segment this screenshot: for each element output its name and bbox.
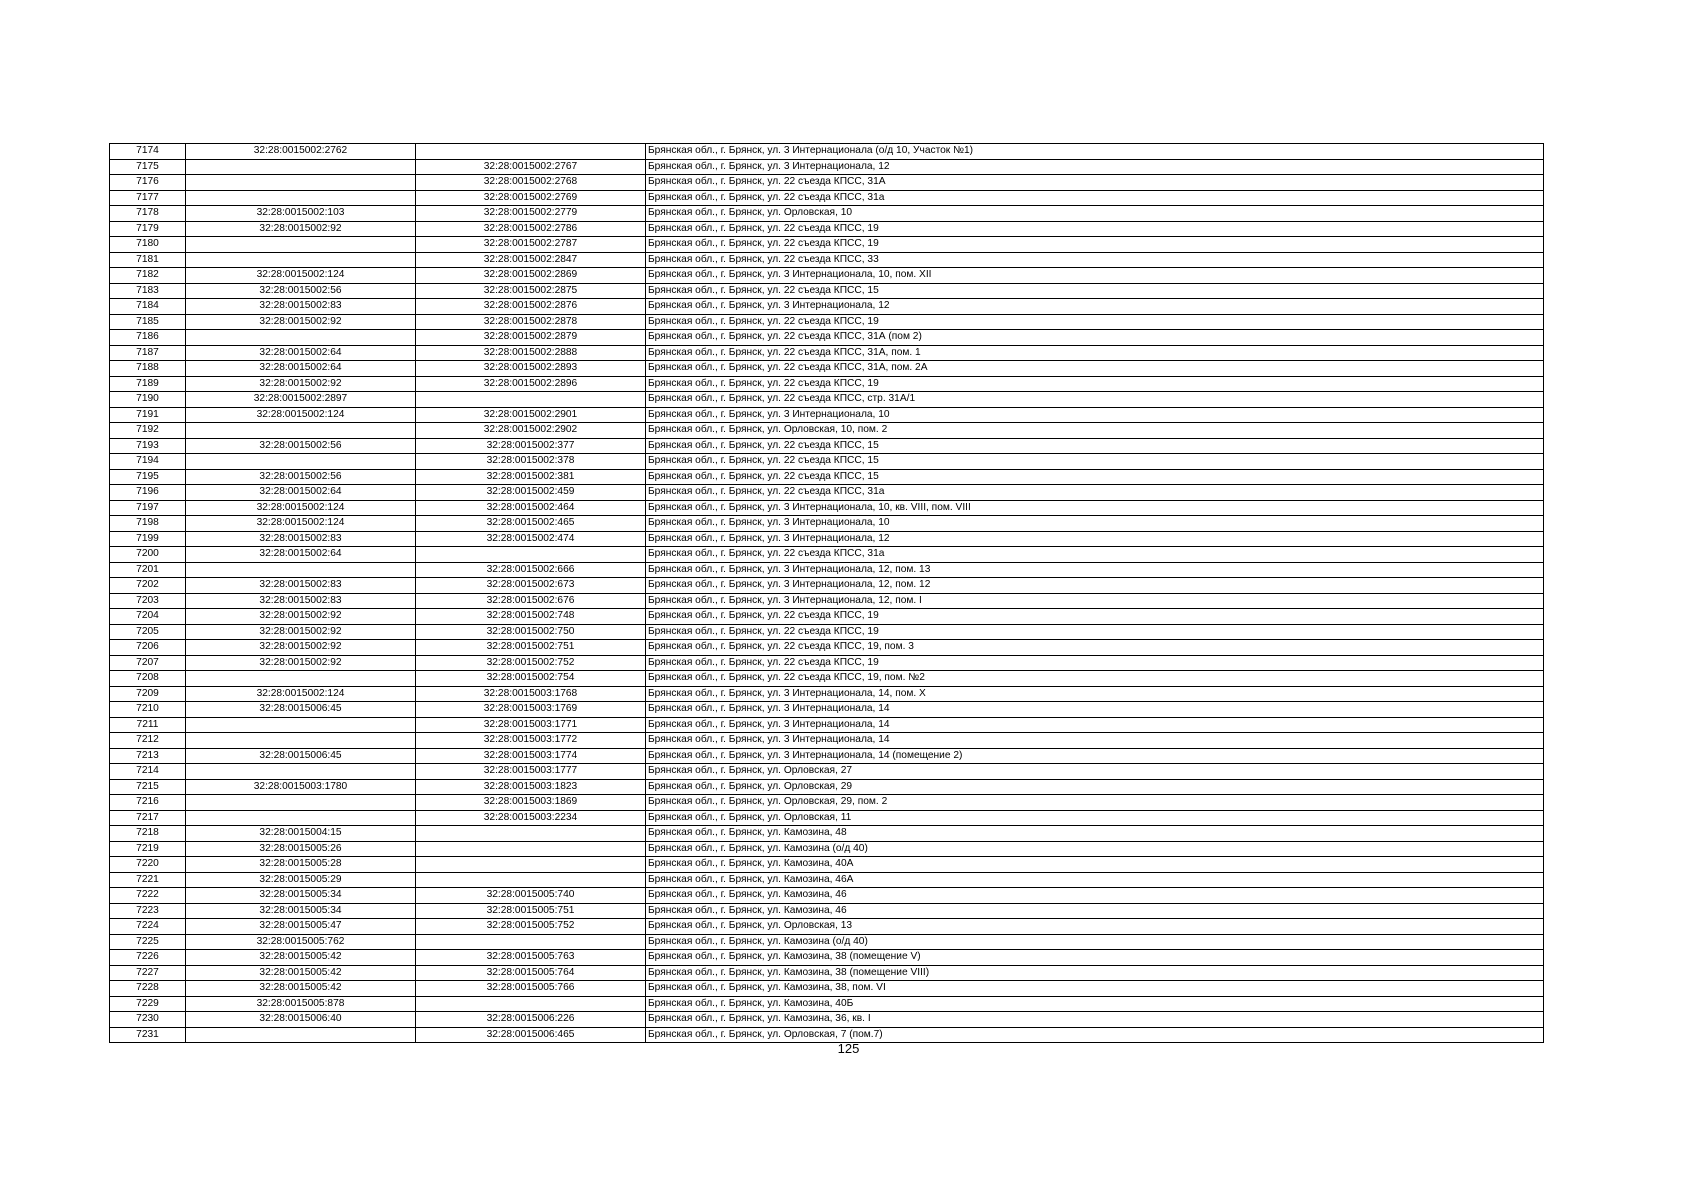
address-cell: Брянская обл., г. Брянск, ул. 3 Интернационала (о/д 10, Участок №1)	[646, 144, 1544, 160]
row-number-cell: 7189	[110, 376, 186, 392]
object-cadastral-number-cell: 32:28:0015002:2786	[416, 221, 646, 237]
land-cadastral-number-cell	[186, 330, 416, 346]
row-number-cell: 7231	[110, 1027, 186, 1043]
table-row	[110, 454, 1544, 470]
address-cell: Брянская обл., г. Брянск, ул. 3 Интернационала, 14	[646, 717, 1544, 733]
table-row	[110, 562, 1544, 578]
table-row	[110, 919, 1544, 935]
table-row	[110, 221, 1544, 237]
land-cadastral-number-cell: 32:28:0015002:83	[186, 299, 416, 315]
object-cadastral-number-cell: 32:28:0015002:381	[416, 469, 646, 485]
land-cadastral-number-cell: 32:28:0015005:762	[186, 934, 416, 950]
table-row	[110, 330, 1544, 346]
land-cadastral-number-cell	[186, 671, 416, 687]
object-cadastral-number-cell: 32:28:0015005:751	[416, 903, 646, 919]
land-cadastral-number-cell: 32:28:0015002:92	[186, 640, 416, 656]
address-cell: Брянская обл., г. Брянск, ул. Орловская, 11	[646, 810, 1544, 826]
land-cadastral-number-cell: 32:28:0015003:1780	[186, 779, 416, 795]
object-cadastral-number-cell	[416, 857, 646, 873]
address-cell: Брянская обл., г. Брянск, ул. Камозина (о/д 40)	[646, 841, 1544, 857]
object-cadastral-number-cell: 32:28:0015002:2787	[416, 237, 646, 253]
address-cell: Брянская обл., г. Брянск, ул. 3 Интернационала, 10	[646, 516, 1544, 532]
table-row	[110, 206, 1544, 222]
object-cadastral-number-cell: 32:28:0015002:2847	[416, 252, 646, 268]
land-cadastral-number-cell: 32:28:0015002:124	[186, 500, 416, 516]
row-number-cell: 7222	[110, 888, 186, 904]
object-cadastral-number-cell: 32:28:0015002:2896	[416, 376, 646, 392]
address-cell: Брянская обл., г. Брянск, ул. 3 Интернационала, 14, пом. X	[646, 686, 1544, 702]
address-cell: Брянская обл., г. Брянск, ул. Орловская, 10, пом. 2	[646, 423, 1544, 439]
land-cadastral-number-cell: 32:28:0015002:124	[186, 686, 416, 702]
object-cadastral-number-cell: 32:28:0015003:1772	[416, 733, 646, 749]
table-row	[110, 438, 1544, 454]
land-cadastral-number-cell: 32:28:0015002:56	[186, 283, 416, 299]
table-row	[110, 702, 1544, 718]
object-cadastral-number-cell: 32:28:0015005:740	[416, 888, 646, 904]
land-cadastral-number-cell: 32:28:0015005:26	[186, 841, 416, 857]
row-number-cell: 7196	[110, 485, 186, 501]
row-number-cell: 7223	[110, 903, 186, 919]
row-number-cell: 7217	[110, 810, 186, 826]
object-cadastral-number-cell: 32:28:0015002:751	[416, 640, 646, 656]
object-cadastral-number-cell: 32:28:0015003:1769	[416, 702, 646, 718]
land-cadastral-number-cell: 32:28:0015005:42	[186, 950, 416, 966]
row-number-cell: 7209	[110, 686, 186, 702]
row-number-cell: 7178	[110, 206, 186, 222]
address-cell: Брянская обл., г. Брянск, ул. 22 съезда КПСС, 19	[646, 655, 1544, 671]
row-number-cell: 7174	[110, 144, 186, 160]
land-cadastral-number-cell	[186, 175, 416, 191]
object-cadastral-number-cell: 32:28:0015002:2869	[416, 268, 646, 284]
object-cadastral-number-cell: 32:28:0015002:378	[416, 454, 646, 470]
object-cadastral-number-cell: 32:28:0015002:666	[416, 562, 646, 578]
table-row	[110, 547, 1544, 563]
object-cadastral-number-cell: 32:28:0015002:673	[416, 578, 646, 594]
address-cell: Брянская обл., г. Брянск, ул. 3 Интернационала, 12	[646, 299, 1544, 315]
land-cadastral-number-cell: 32:28:0015002:56	[186, 438, 416, 454]
address-cell: Брянская обл., г. Брянск, ул. 3 Интернационала, 14 (помещение 2)	[646, 748, 1544, 764]
table-row	[110, 500, 1544, 516]
row-number-cell: 7208	[110, 671, 186, 687]
table-row	[110, 531, 1544, 547]
land-cadastral-number-cell: 32:28:0015002:103	[186, 206, 416, 222]
row-number-cell: 7203	[110, 593, 186, 609]
table-row	[110, 609, 1544, 625]
land-cadastral-number-cell: 32:28:0015002:64	[186, 361, 416, 377]
table-row	[110, 826, 1544, 842]
table-row	[110, 671, 1544, 687]
row-number-cell: 7228	[110, 981, 186, 997]
object-cadastral-number-cell: 32:28:0015002:2902	[416, 423, 646, 439]
object-cadastral-number-cell: 32:28:0015005:764	[416, 965, 646, 981]
row-number-cell: 7199	[110, 531, 186, 547]
address-cell: Брянская обл., г. Брянск, ул. Камозина, 38 (помещение VIII)	[646, 965, 1544, 981]
land-cadastral-number-cell: 32:28:0015006:45	[186, 702, 416, 718]
row-number-cell: 7202	[110, 578, 186, 594]
table-row	[110, 764, 1544, 780]
address-cell: Брянская обл., г. Брянск, ул. 3 Интернационала, 10, пом. XII	[646, 268, 1544, 284]
address-cell: Брянская обл., г. Брянск, ул. Орловская, 10	[646, 206, 1544, 222]
row-number-cell: 7187	[110, 345, 186, 361]
land-cadastral-number-cell: 32:28:0015002:83	[186, 531, 416, 547]
row-number-cell: 7188	[110, 361, 186, 377]
row-number-cell: 7184	[110, 299, 186, 315]
land-cadastral-number-cell: 32:28:0015005:28	[186, 857, 416, 873]
table-row	[110, 268, 1544, 284]
land-cadastral-number-cell: 32:28:0015005:42	[186, 981, 416, 997]
address-cell: Брянская обл., г. Брянск, ул. Камозина (о/д 40)	[646, 934, 1544, 950]
table-row	[110, 144, 1544, 160]
row-number-cell: 7201	[110, 562, 186, 578]
address-cell: Брянская обл., г. Брянск, ул. Камозина, 38, пом. VI	[646, 981, 1544, 997]
table-row	[110, 903, 1544, 919]
object-cadastral-number-cell: 32:28:0015003:1777	[416, 764, 646, 780]
land-cadastral-number-cell: 32:28:0015002:2897	[186, 392, 416, 408]
row-number-cell: 7221	[110, 872, 186, 888]
address-cell: Брянская обл., г. Брянск, ул. 22 съезда КПСС, 19	[646, 376, 1544, 392]
row-number-cell: 7230	[110, 1012, 186, 1028]
object-cadastral-number-cell: 32:28:0015005:752	[416, 919, 646, 935]
object-cadastral-number-cell: 32:28:0015002:2779	[416, 206, 646, 222]
address-cell: Брянская обл., г. Брянск, ул. Камозина, 38 (помещение V)	[646, 950, 1544, 966]
table-row	[110, 686, 1544, 702]
land-cadastral-number-cell	[186, 764, 416, 780]
land-cadastral-number-cell: 32:28:0015002:64	[186, 547, 416, 563]
object-cadastral-number-cell: 32:28:0015002:2767	[416, 159, 646, 175]
object-cadastral-number-cell: 32:28:0015006:226	[416, 1012, 646, 1028]
row-number-cell: 7179	[110, 221, 186, 237]
object-cadastral-number-cell: 32:28:0015002:750	[416, 624, 646, 640]
object-cadastral-number-cell: 32:28:0015002:474	[416, 531, 646, 547]
table-row	[110, 190, 1544, 206]
row-number-cell: 7220	[110, 857, 186, 873]
table-row	[110, 950, 1544, 966]
object-cadastral-number-cell: 32:28:0015002:2893	[416, 361, 646, 377]
table-row	[110, 361, 1544, 377]
row-number-cell: 7227	[110, 965, 186, 981]
land-cadastral-number-cell: 32:28:0015005:878	[186, 996, 416, 1012]
row-number-cell: 7175	[110, 159, 186, 175]
table-row	[110, 485, 1544, 501]
row-number-cell: 7211	[110, 717, 186, 733]
table-row	[110, 810, 1544, 826]
object-cadastral-number-cell: 32:28:0015003:1869	[416, 795, 646, 811]
land-cadastral-number-cell	[186, 795, 416, 811]
object-cadastral-number-cell	[416, 841, 646, 857]
land-cadastral-number-cell: 32:28:0015005:29	[186, 872, 416, 888]
address-cell: Брянская обл., г. Брянск, ул. 22 съезда КПСС, 19	[646, 609, 1544, 625]
address-cell: Брянская обл., г. Брянск, ул. Камозина, 40А	[646, 857, 1544, 873]
land-cadastral-number-cell: 32:28:0015005:34	[186, 903, 416, 919]
land-cadastral-number-cell: 32:28:0015006:40	[186, 1012, 416, 1028]
land-cadastral-number-cell	[186, 717, 416, 733]
object-cadastral-number-cell: 32:28:0015002:2878	[416, 314, 646, 330]
land-cadastral-number-cell	[186, 190, 416, 206]
address-cell: Брянская обл., г. Брянск, ул. 22 съезда КПСС, 33	[646, 252, 1544, 268]
land-cadastral-number-cell: 32:28:0015002:64	[186, 345, 416, 361]
table-row	[110, 779, 1544, 795]
land-cadastral-number-cell: 32:28:0015005:47	[186, 919, 416, 935]
object-cadastral-number-cell: 32:28:0015005:763	[416, 950, 646, 966]
address-cell: Брянская обл., г. Брянск, ул. 22 съезда КПСС, 31А, пом. 1	[646, 345, 1544, 361]
land-cadastral-number-cell: 32:28:0015002:64	[186, 485, 416, 501]
row-number-cell: 7195	[110, 469, 186, 485]
table-row	[110, 748, 1544, 764]
object-cadastral-number-cell: 32:28:0015002:2876	[416, 299, 646, 315]
land-cadastral-number-cell: 32:28:0015006:45	[186, 748, 416, 764]
table-row	[110, 965, 1544, 981]
row-number-cell: 7225	[110, 934, 186, 950]
table-row	[110, 857, 1544, 873]
object-cadastral-number-cell: 32:28:0015002:748	[416, 609, 646, 625]
row-number-cell: 7180	[110, 237, 186, 253]
land-cadastral-number-cell	[186, 810, 416, 826]
row-number-cell: 7181	[110, 252, 186, 268]
object-cadastral-number-cell: 32:28:0015003:1771	[416, 717, 646, 733]
address-cell: Брянская обл., г. Брянск, ул. Камозина, 36, кв. I	[646, 1012, 1544, 1028]
address-cell: Брянская обл., г. Брянск, ул. 3 Интернационала, 12	[646, 531, 1544, 547]
address-cell: Брянская обл., г. Брянск, ул. Орловская, 29	[646, 779, 1544, 795]
land-cadastral-number-cell: 32:28:0015002:124	[186, 516, 416, 532]
address-cell: Брянская обл., г. Брянск, ул. Орловская, 13	[646, 919, 1544, 935]
row-number-cell: 7191	[110, 407, 186, 423]
address-cell: Брянская обл., г. Брянск, ул. 22 съезда КПСС, 19, пом. 3	[646, 640, 1544, 656]
row-number-cell: 7210	[110, 702, 186, 718]
address-cell: Брянская обл., г. Брянск, ул. 3 Интернационала, 12, пом. 12	[646, 578, 1544, 594]
row-number-cell: 7212	[110, 733, 186, 749]
land-cadastral-number-cell: 32:28:0015002:124	[186, 407, 416, 423]
address-cell: Брянская обл., г. Брянск, ул. Камозина, 46	[646, 903, 1544, 919]
table-row	[110, 175, 1544, 191]
land-cadastral-number-cell	[186, 252, 416, 268]
object-cadastral-number-cell: 32:28:0015003:1774	[416, 748, 646, 764]
row-number-cell: 7214	[110, 764, 186, 780]
address-cell: Брянская обл., г. Брянск, ул. 22 съезда КПСС, 19	[646, 624, 1544, 640]
land-cadastral-number-cell: 32:28:0015002:92	[186, 609, 416, 625]
object-cadastral-number-cell: 32:28:0015006:465	[416, 1027, 646, 1043]
object-cadastral-number-cell	[416, 826, 646, 842]
land-cadastral-number-cell	[186, 159, 416, 175]
address-cell: Брянская обл., г. Брянск, ул. 22 съезда КПСС, 15	[646, 469, 1544, 485]
table-row	[110, 934, 1544, 950]
address-cell: Брянская обл., г. Брянск, ул. 3 Интернационала, 10	[646, 407, 1544, 423]
address-cell: Брянская обл., г. Брянск, ул. 22 съезда КПСС, 31а	[646, 547, 1544, 563]
row-number-cell: 7206	[110, 640, 186, 656]
land-cadastral-number-cell	[186, 562, 416, 578]
row-number-cell: 7197	[110, 500, 186, 516]
row-number-cell: 7215	[110, 779, 186, 795]
row-number-cell: 7190	[110, 392, 186, 408]
row-number-cell: 7176	[110, 175, 186, 191]
address-cell: Брянская обл., г. Брянск, ул. 22 съезда КПСС, 19	[646, 237, 1544, 253]
object-cadastral-number-cell: 32:28:0015002:2875	[416, 283, 646, 299]
address-cell: Брянская обл., г. Брянск, ул. Камозина, 46	[646, 888, 1544, 904]
address-cell: Брянская обл., г. Брянск, ул. 22 съезда КПСС, 31А, пом. 2А	[646, 361, 1544, 377]
table-row	[110, 717, 1544, 733]
address-cell: Брянская обл., г. Брянск, ул. 3 Интернационала, 12, пом. I	[646, 593, 1544, 609]
table-row	[110, 981, 1544, 997]
address-cell: Брянская обл., г. Брянск, ул. 22 съезда КПСС, 19	[646, 221, 1544, 237]
table-row	[110, 376, 1544, 392]
address-cell: Брянская обл., г. Брянск, ул. 22 съезда КПСС, 31а	[646, 190, 1544, 206]
object-cadastral-number-cell: 32:28:0015002:752	[416, 655, 646, 671]
table-row	[110, 516, 1544, 532]
object-cadastral-number-cell: 32:28:0015002:2888	[416, 345, 646, 361]
row-number-cell: 7216	[110, 795, 186, 811]
registry-table	[109, 143, 1544, 1043]
table-row	[110, 655, 1544, 671]
table-row	[110, 159, 1544, 175]
row-number-cell: 7198	[110, 516, 186, 532]
table-row	[110, 733, 1544, 749]
object-cadastral-number-cell	[416, 392, 646, 408]
object-cadastral-number-cell: 32:28:0015002:2769	[416, 190, 646, 206]
table-row	[110, 593, 1544, 609]
object-cadastral-number-cell: 32:28:0015002:377	[416, 438, 646, 454]
table-row	[110, 392, 1544, 408]
object-cadastral-number-cell: 32:28:0015003:1768	[416, 686, 646, 702]
table-row	[110, 841, 1544, 857]
object-cadastral-number-cell: 32:28:0015002:459	[416, 485, 646, 501]
object-cadastral-number-cell	[416, 547, 646, 563]
address-cell: Брянская обл., г. Брянск, ул. 22 съезда КПСС, 31а	[646, 485, 1544, 501]
address-cell: Брянская обл., г. Брянск, ул. 22 съезда КПСС, стр. 31А/1	[646, 392, 1544, 408]
table-row	[110, 996, 1544, 1012]
land-cadastral-number-cell: 32:28:0015002:83	[186, 593, 416, 609]
address-cell: Брянская обл., г. Брянск, ул. 3 Интернационала, 14	[646, 702, 1544, 718]
address-cell: Брянская обл., г. Брянск, ул. 3 Интернационала, 12	[646, 159, 1544, 175]
address-cell: Брянская обл., г. Брянск, ул. Орловская, 7 (пом.7)	[646, 1027, 1544, 1043]
object-cadastral-number-cell: 32:28:0015002:2768	[416, 175, 646, 191]
land-cadastral-number-cell: 32:28:0015002:56	[186, 469, 416, 485]
address-cell: Брянская обл., г. Брянск, ул. 3 Интернационала, 12, пом. 13	[646, 562, 1544, 578]
land-cadastral-number-cell: 32:28:0015005:42	[186, 965, 416, 981]
table-row	[110, 624, 1544, 640]
row-number-cell: 7193	[110, 438, 186, 454]
address-cell: Брянская обл., г. Брянск, ул. 3 Интернационала, 10, кв. VIII, пом. VIII	[646, 500, 1544, 516]
row-number-cell: 7213	[110, 748, 186, 764]
address-cell: Брянская обл., г. Брянск, ул. Камозина, 46А	[646, 872, 1544, 888]
land-cadastral-number-cell	[186, 237, 416, 253]
row-number-cell: 7194	[110, 454, 186, 470]
row-number-cell: 7226	[110, 950, 186, 966]
table-row	[110, 237, 1544, 253]
row-number-cell: 7192	[110, 423, 186, 439]
object-cadastral-number-cell: 32:28:0015002:2901	[416, 407, 646, 423]
table-row	[110, 578, 1544, 594]
land-cadastral-number-cell: 32:28:0015002:92	[186, 314, 416, 330]
page-number: 125	[837, 1041, 860, 1056]
registry-table-body	[110, 144, 1544, 1043]
land-cadastral-number-cell: 32:28:0015002:92	[186, 655, 416, 671]
table-row	[110, 314, 1544, 330]
row-number-cell: 7219	[110, 841, 186, 857]
row-number-cell: 7229	[110, 996, 186, 1012]
table-row	[110, 252, 1544, 268]
land-cadastral-number-cell: 32:28:0015002:83	[186, 578, 416, 594]
table-row	[110, 345, 1544, 361]
address-cell: Брянская обл., г. Брянск, ул. 22 съезда КПСС, 31А (пом 2)	[646, 330, 1544, 346]
address-cell: Брянская обл., г. Брянск, ул. 22 съезда КПСС, 15	[646, 454, 1544, 470]
row-number-cell: 7186	[110, 330, 186, 346]
object-cadastral-number-cell	[416, 144, 646, 160]
object-cadastral-number-cell: 32:28:0015002:676	[416, 593, 646, 609]
table-row	[110, 640, 1544, 656]
land-cadastral-number-cell: 32:28:0015002:2762	[186, 144, 416, 160]
table-row	[110, 795, 1544, 811]
object-cadastral-number-cell	[416, 934, 646, 950]
object-cadastral-number-cell: 32:28:0015002:464	[416, 500, 646, 516]
land-cadastral-number-cell: 32:28:0015004:15	[186, 826, 416, 842]
row-number-cell: 7218	[110, 826, 186, 842]
land-cadastral-number-cell	[186, 454, 416, 470]
object-cadastral-number-cell	[416, 996, 646, 1012]
object-cadastral-number-cell: 32:28:0015003:1823	[416, 779, 646, 795]
address-cell: Брянская обл., г. Брянск, ул. Камозина, 40Б	[646, 996, 1544, 1012]
row-number-cell: 7183	[110, 283, 186, 299]
address-cell: Брянская обл., г. Брянск, ул. Камозина, 48	[646, 826, 1544, 842]
row-number-cell: 7205	[110, 624, 186, 640]
row-number-cell: 7177	[110, 190, 186, 206]
row-number-cell: 7207	[110, 655, 186, 671]
row-number-cell: 7204	[110, 609, 186, 625]
address-cell: Брянская обл., г. Брянск, ул. Орловская, 27	[646, 764, 1544, 780]
table-row	[110, 469, 1544, 485]
object-cadastral-number-cell: 32:28:0015005:766	[416, 981, 646, 997]
object-cadastral-number-cell: 32:28:0015002:2879	[416, 330, 646, 346]
row-number-cell: 7200	[110, 547, 186, 563]
table-row	[110, 1012, 1544, 1028]
land-cadastral-number-cell: 32:28:0015002:92	[186, 221, 416, 237]
land-cadastral-number-cell: 32:28:0015002:124	[186, 268, 416, 284]
land-cadastral-number-cell	[186, 733, 416, 749]
table-row	[110, 423, 1544, 439]
land-cadastral-number-cell: 32:28:0015002:92	[186, 376, 416, 392]
land-cadastral-number-cell	[186, 423, 416, 439]
address-cell: Брянская обл., г. Брянск, ул. 22 съезда КПСС, 15	[646, 283, 1544, 299]
address-cell: Брянская обл., г. Брянск, ул. 22 съезда КПСС, 19	[646, 314, 1544, 330]
object-cadastral-number-cell: 32:28:0015002:754	[416, 671, 646, 687]
row-number-cell: 7185	[110, 314, 186, 330]
address-cell: Брянская обл., г. Брянск, ул. 3 Интернационала, 14	[646, 733, 1544, 749]
table-row	[110, 283, 1544, 299]
address-cell: Брянская обл., г. Брянск, ул. 22 съезда КПСС, 31А	[646, 175, 1544, 191]
row-number-cell: 7224	[110, 919, 186, 935]
table-row	[110, 888, 1544, 904]
table-row	[110, 407, 1544, 423]
object-cadastral-number-cell	[416, 872, 646, 888]
table-row	[110, 299, 1544, 315]
address-cell: Брянская обл., г. Брянск, ул. 22 съезда КПСС, 15	[646, 438, 1544, 454]
land-cadastral-number-cell: 32:28:0015005:34	[186, 888, 416, 904]
object-cadastral-number-cell: 32:28:0015002:465	[416, 516, 646, 532]
table-row	[110, 872, 1544, 888]
object-cadastral-number-cell: 32:28:0015003:2234	[416, 810, 646, 826]
land-cadastral-number-cell: 32:28:0015002:92	[186, 624, 416, 640]
address-cell: Брянская обл., г. Брянск, ул. 22 съезда КПСС, 19, пом. №2	[646, 671, 1544, 687]
address-cell: Брянская обл., г. Брянск, ул. Орловская, 29, пом. 2	[646, 795, 1544, 811]
row-number-cell: 7182	[110, 268, 186, 284]
